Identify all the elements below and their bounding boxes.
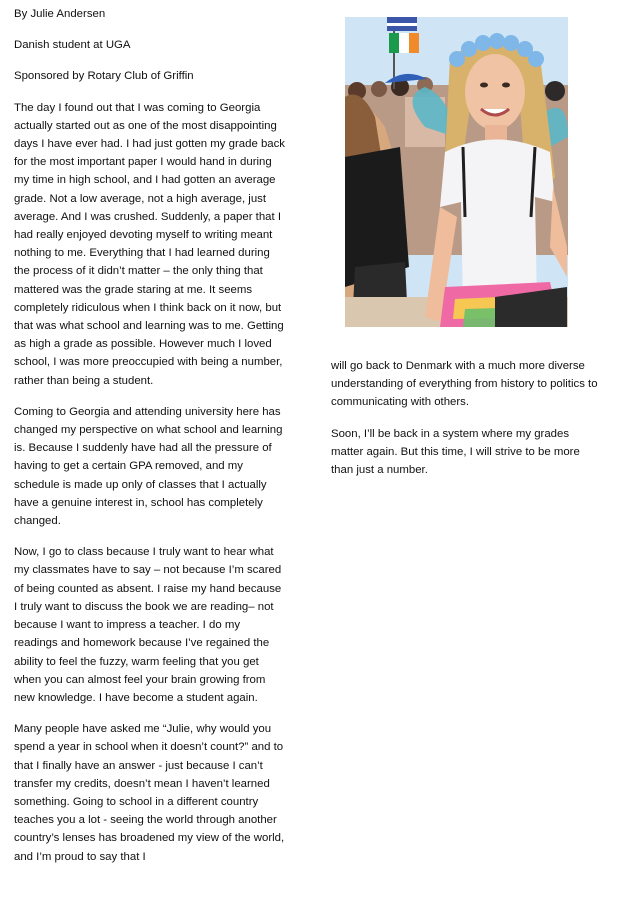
paragraph: Now, I go to class because I truly want to hear what my classmates have to say – not because I’m scared of being counted as absent. I raise my hand because I truly want to discuss the book we are reading– not because I want to impress a teacher. I do my readings and homework because I’ve regained the ability to feel the fuzzy, warm feeling that you get when you can almost feel your brain growing from new knowledge. I have become a student again. <box>14 546 282 704</box>
byline: By Julie Andersen <box>14 8 106 20</box>
student-photo <box>345 17 568 327</box>
paragraph: will go back to Denmark with a much more diverse understanding of everything from history to politics to communicating with others. <box>331 360 598 409</box>
photo-of-student-at-festival-icon <box>345 17 568 327</box>
paragraph: The day I found out that I was coming to Georgia actually started out as one of the most disappointing days I have ever had. I had just gotten my grade back for the most important paper I would hand in during my time in high school, and I had gotten an average grade. Not a low average, not a high average, just average. And I was crushed. Suddenly, a paper that I had really enjoyed devoting myself to writing meant nothing to me. Everything that I had learned during the process of it didn’t matter – the only thing that mattered was the grade staring at me. It seems completely ridiculous when I think back on it now, but that was what school and learning was to me. Getting as high a grade as possible. However much I loved school, I was more preoccupied with being a number, rather than being a student. <box>14 101 286 387</box>
article-left-column <box>14 5 286 879</box>
article-right-column <box>331 357 603 492</box>
paragraph: Many people have asked me “Julie, why would you spend a year in school when it doesn’t count?” and to that I finally have an answer - just because I can’t transfer my credits, doesn’t mean I haven’t learned something. Going to school in a different country teaches you a lot - seeing the world through another country’s lenses has broadened my view of the world, and I’m proud to say that I <box>14 723 285 863</box>
paragraph: Coming to Georgia and attending university here has changed my perspective on what school and learning is. Because I suddenly have had all the pressure of having to get a certain GPA removed, and my schedule is made up only of classes that I actually have a genuine interest in, school has completely changed. <box>14 405 283 528</box>
subtitle: Danish student at UGA <box>14 39 131 52</box>
sponsor-line: Sponsored by Rotary Club of Griffin <box>14 70 194 83</box>
paragraph: Soon, I’ll be back in a system where my grades matter again. But this time, I will strive to be more than just a number. <box>331 427 580 477</box>
